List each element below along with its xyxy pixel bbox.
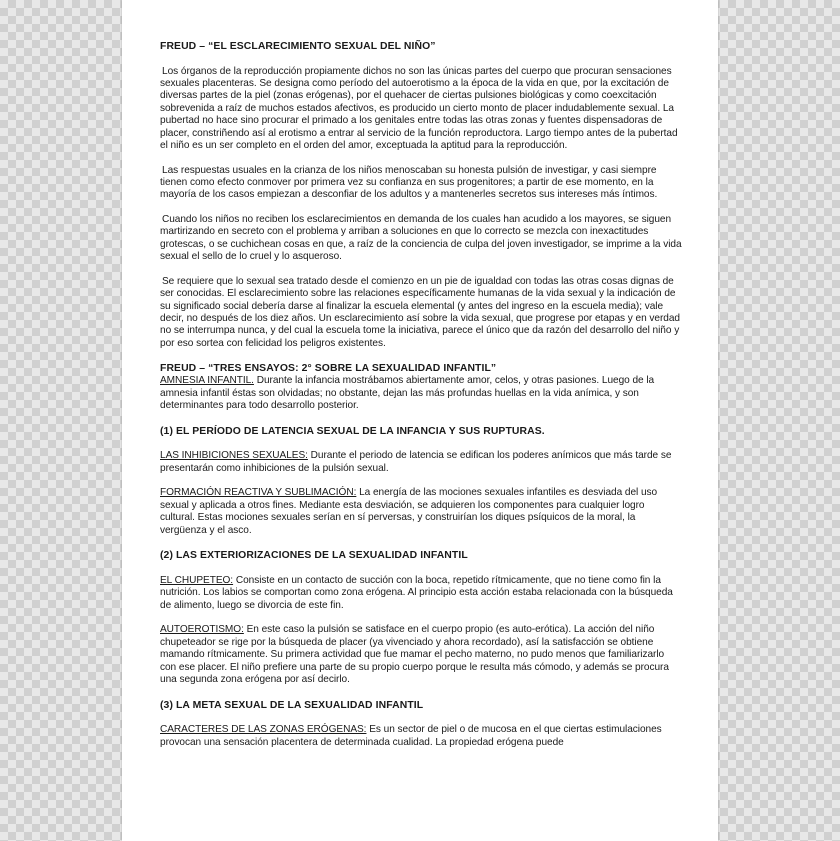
paragraph-amnesia <box>160 375 682 412</box>
paragraph-autoerotismo <box>160 624 682 686</box>
label-chupeteo: EL CHUPETEO: <box>160 574 234 586</box>
document-page <box>122 0 718 841</box>
paragraph-4: Se requiere que lo sexual sea tratado desde el comienzo en un pie de igualdad con todas las otras cosas dignas de ser conocidas. El esclarecimiento sobre las relaciones específicamente humanas de la vida sexual y la indicación de su significado social debería darse al finalizar la escuela elemental (y antes del ingreso en la escuela media); vale decir, no después de los diez años. Un esclarecimiento así sobre la vida sexual, que progrese por etapas y en verdad no se interrumpa nunca, y del cual la escuela tome la iniciativa, parece el único que da razón del desarrollo del niño y por eso sortea con felicidad los peligros existentes. <box>160 275 680 349</box>
text-amnesia: Durante la infancia mostrábamos abiertamente amor, celos, y otras pasiones. Luego de la amnesia infantil éstas son olvidadas; no obstante, dejan las más profundas huellas en la vida anímica, y son determinantes para todo desarrollo posterior. <box>160 375 655 412</box>
heading-section-2: (2) LAS EXTERIORIZACIONES DE LA SEXUALIDAD INFANTIL <box>160 550 468 562</box>
label-formacion: FORMACIÓN REACTIVA Y SUBLIMACIÓN: <box>160 487 357 499</box>
heading-esclarecimiento: FREUD – “EL ESCLARECIMIENTO SEXUAL DEL NIÑO” <box>160 41 436 52</box>
paragraph-3: Cuando los niños no reciben los esclarecimientos en demanda de los cuales han acudido a los mayores, se siguen martirizando en secreto con el problema y arriban a soluciones en que lo correcto se mezcla con inexactitudes grotescas, o se cuchichean cosas en que, a raíz de la conciencia de culpa del joven investigador, se imprime a la vida sexual el sello de lo cruel y lo asqueroso. <box>160 214 682 263</box>
paragraph-inhibiciones <box>160 450 682 475</box>
heading-section-1: (1) EL PERÍODO DE LATENCIA SEXUAL DE LA INFANCIA Y SUS RUPTURAS. <box>160 425 545 437</box>
text-chupeteo: Consiste en un contacto de succión con la boca, repetido rítmicamente, que no tiene como fin la nutrición. Los labios se comportan como zona erógena. Al principio esta acción estaba relacionada con la búsqueda de alimento, luego se divorcia de este fin. <box>160 574 673 611</box>
text-autoerotismo: En este caso la pulsión se satisface en el cuerpo propio (es auto-erótica). La acción del niño chupeteador se rige por la búsqueda de placer (ya vivenciado y ahora recordado), así la satisfacción se obtiene mamando rítmicamente. Su primera actividad que fue mamar el pecho materno, no pudo menos que familiarizarlo con ese placer. El niño prefiere una parte de su propio cuerpo porque le resulta más cómodo, y además se procura una segunda zona erógena por así decirlo. <box>160 624 669 685</box>
label-inhibiciones: LAS INHIBICIONES SEXUALES: <box>160 450 308 462</box>
text-inhibiciones: Durante el periodo de latencia se edifican los poderes anímicos que más tarde se presentarán como inhibiciones de la pulsión sexual. <box>160 450 672 474</box>
document-body <box>160 40 682 761</box>
paragraph-formacion <box>160 487 682 537</box>
paragraph-2: Las respuestas usuales en la crianza de los niños menoscaban su honesta pulsión de investigar, y casi siempre tienen como efecto conmover por primera vez su confianza en sus progenitores; a partir de ese momento, en la mayoría de los casos empiezan a desconfiar de los adultos y a mantenerles secretos sus intereses más íntimos. <box>160 164 658 201</box>
label-autoerotismo: AUTOEROTISMO: <box>160 624 244 636</box>
label-caracteres: CARACTERES DE LAS ZONAS ERÓGENAS: <box>160 724 367 736</box>
text-formacion: La energía de las mociones sexuales infantiles es desviada del uso sexual y aplicada a otros fines. Mediante esta desviación, se adquieren los componentes para cualquier logro cultural. Estas mociones sexuales serían en sí perversas, y construirían los diques psíquicos de la moral, la vergüenza y el asco. <box>160 487 658 536</box>
paragraph-1: Los órganos de la reproducción propiamente dichos no son las únicas partes del cuerpo que procuran sensaciones sexuales placenteras. Se designa como período del autoerotismo a la época de la vida en que, por la excitación de diversas partes de la piel (zonas erógenas), por el quehacer de ciertas pulsiones biológicas y como coexcitación sobrevenida a raíz de muchos estados afectivos, es producido un cierto monto de placer indudablemente sexual. La pubertad no hace sino procurar el primado a los genitales entre todas las otras zonas y fuentes dispensadoras de placer, constriñendo así al erotismo a entrar al servicio de la función reproductora. Largo tiempo antes de la pubertad el niño es un ser completo en el orden del amor, exceptuada la aptitud para la reproducción. <box>160 65 678 152</box>
paragraph-chupeteo <box>160 575 682 612</box>
heading-tres-ensayos: FREUD – “TRES ENSAYOS: 2° SOBRE LA SEXUALIDAD INFANTIL” <box>160 363 497 375</box>
label-amnesia: AMNESIA INFANTIL. <box>160 375 254 387</box>
heading-section-3: (3) LA META SEXUAL DE LA SEXUALIDAD INFANTIL <box>160 699 424 711</box>
text-caracteres: Es un sector de piel o de mucosa en el que ciertas estimulaciones provocan una sensación placentera de determinada cualidad. La propiedad erógena puede <box>160 724 662 748</box>
paragraph-caracteres <box>160 724 682 749</box>
